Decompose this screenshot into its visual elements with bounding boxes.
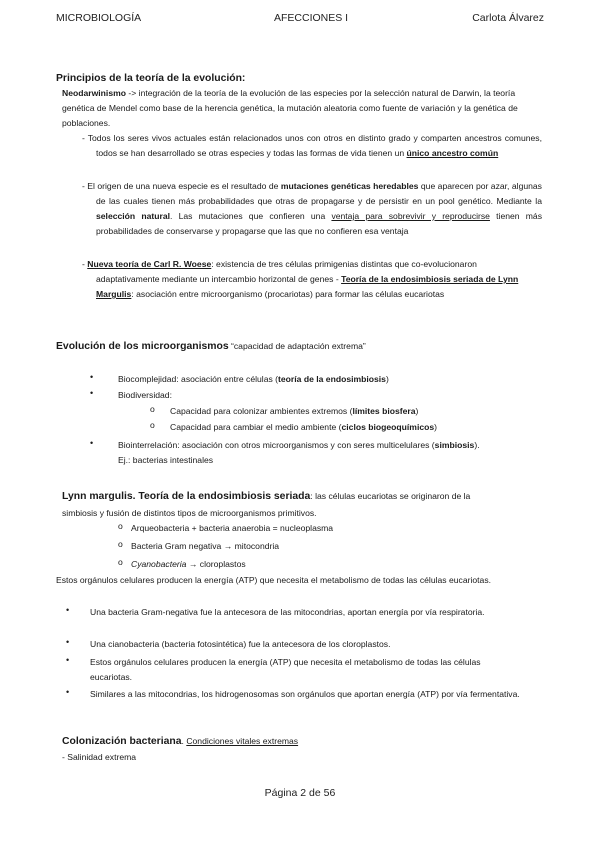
sublist-item-nucleoplasm: Arqueobacteria + bacteria anaerobia = nucleoplasma [131,523,334,533]
circle-bullet-icon: o [150,404,155,414]
section-title-microorganisms-evolution [56,339,544,354]
dash-item-new-species [82,179,542,239]
dash-item-woese [82,257,542,302]
neodarwinismo-paragraph [62,86,528,131]
dash-item-underline: ventaja para sobrevivir y reproducirse [331,211,490,221]
header-course: AFECCIONES I [274,12,349,24]
neodarwinismo-term: Neodarwinismo [62,88,126,98]
header-author: Carlota Álvarez [472,12,544,24]
list-item-text: Biointerrelación: asociación con otros microorganismos y con seres multicelulares ( [118,440,435,450]
list-item-italic: Cyanobacteria → [131,559,198,569]
section-title-rest: : las células eucariotas se originaron de la simbiosis y fusión de distintos tipos de microorganismos primitivos. [62,491,471,518]
list-item-emphasis: simbiosis [434,440,475,450]
list-item-text: ) [434,422,438,432]
circle-bullet-icon: o [118,539,123,549]
dash-item-text: - [82,259,88,269]
header-subject: MICROBIOLOGÍA [56,12,142,24]
list-item-text: cloroplastos [197,559,246,569]
sublist-item-mitochondria: Bacteria Gram negativa → mitocondria [131,541,280,551]
section-title-text: Colonización bacteriana [62,736,182,747]
bullet-icon: • [66,655,70,665]
circle-bullet-icon: o [150,420,155,430]
list-item-biointerrelation [118,438,548,468]
section-title-colonization [62,734,550,749]
list-item-text: ) [415,406,419,416]
list-item-text: ) [385,374,389,384]
section-title-evolution-principles: Principios de la teoría de la evolución: [56,73,246,84]
dash-item-common-ancestor [82,131,542,161]
list-item-text: Capacidad para cambiar el medio ambiente ( [170,422,342,432]
bullet-icon: • [66,687,70,697]
section-title-note: “capacidad de adaptación extrema” [228,341,366,351]
dash-item-emphasis: selección natural [96,211,171,221]
section-title-text: Evolución de los microorganismos [56,341,229,352]
dash-item-text: : existencia de tres células primigenias distintas que co-evolucionaron adaptativamente mediante un intercambio horizontal de genes - [96,259,477,284]
list-item-emphasis: límites biosfera [352,406,416,416]
circle-bullet-icon: o [118,521,123,531]
list-item-hydrogenosomes: Similares a las mitocondrias, los hidrogenosomas son orgánulos que aportan energía (ATP) por vía fermentativa. [90,689,520,699]
dash-item-text: que aparecen por azar, algunas de las cuales tienen más probabilidades que otras de propagarse y de persistir en un pool genético. Mediante la [96,181,542,206]
list-item-text: ). [474,440,480,450]
organelles-paragraph: Estos orgánulos celulares producen la energía (ATP) que necesita el metabolismo de todas las células eucariotas. [56,575,492,585]
section-title-text: Lynn margulis. Teoría de la endosimbiosis seriada [62,491,311,502]
list-item-gram-negative: Una bacteria Gram-negativa fue la antecesora de las mitocondrias, aportan energía por vía respiratoria. [90,607,485,617]
dash-item-emphasis: Nueva teoría de Carl R. Woese [87,259,212,269]
bullet-icon: • [66,605,70,615]
list-item-biodiversity: Biodiversidad: [118,390,172,400]
bullet-icon: • [90,438,94,448]
sublist-item-colonize [170,404,418,419]
list-item-text: Biocomplejidad: asociación entre células ( [118,374,279,384]
section-title-margulis [62,488,508,522]
bullet-icon: • [90,388,94,398]
neodarwinismo-text: -> integración de la teoría de la evolución de las especies por la selección natural de Darwin, la teoría genética de Mendel como base de la herencia genética, la mutación aleatoria como fuente de variación y la genética de poblaciones. [62,88,518,128]
section-title-separator: . [181,736,187,746]
dash-item-emphasis: mutaciones genéticas heredables [280,181,419,191]
list-item-emphasis: teoría de la endosimbiosis [278,374,386,384]
dash-item-text: - Todos los seres vivos actuales están relacionados unos con otros en distinto grado y comparten ancestros comunes, todos se han desarrollado se otras especies y todas las formas de vida tienen un [82,133,542,158]
page-number: Página 2 de 56 [264,787,336,799]
dash-item-text: . Las mutaciones que confieren una [170,211,332,221]
section-subtitle: Condiciones vitales extremas [186,736,299,746]
list-item-text: Capacidad para colonizar ambientes extremos ( [170,406,353,416]
dash-item-emphasis: único ancestro común [406,148,499,158]
bullet-icon: • [66,637,70,647]
circle-bullet-icon: o [118,557,123,567]
list-item-cyanobacteria: Una cianobacteria (bacteria fotosintética) fue la antecesora de los cloroplastos. [90,639,391,649]
dash-item-emphasis: Teoría de la endosimbiosis seriada de Lynn Margulis [96,274,519,299]
sublist-item-change-environment [170,420,437,435]
dash-item-text: : asociación entre microorganismo (procariotas) para formar las células eucariotas [131,289,445,299]
list-item-emphasis: ciclos biogeoquímicos [341,422,435,432]
bullet-icon: • [90,372,94,382]
sublist-item-chloroplasts [131,557,246,572]
list-item-salinity: - Salinidad extrema [62,752,137,762]
list-item-biocomplexity [118,372,389,387]
dash-item-text: - El origen de una nueva especie es el resultado de [82,181,281,191]
dash-item-text: tienen más probabilidades de conservarse y propagarse que las que no confieren esa ventaja [96,211,543,236]
list-item-atp: Estos orgánulos celulares producen la energía (ATP) que necesita el metabolismo de todas las células eucariotas. [90,657,481,682]
list-item-example: Ej.: bacterias intestinales [118,455,214,465]
